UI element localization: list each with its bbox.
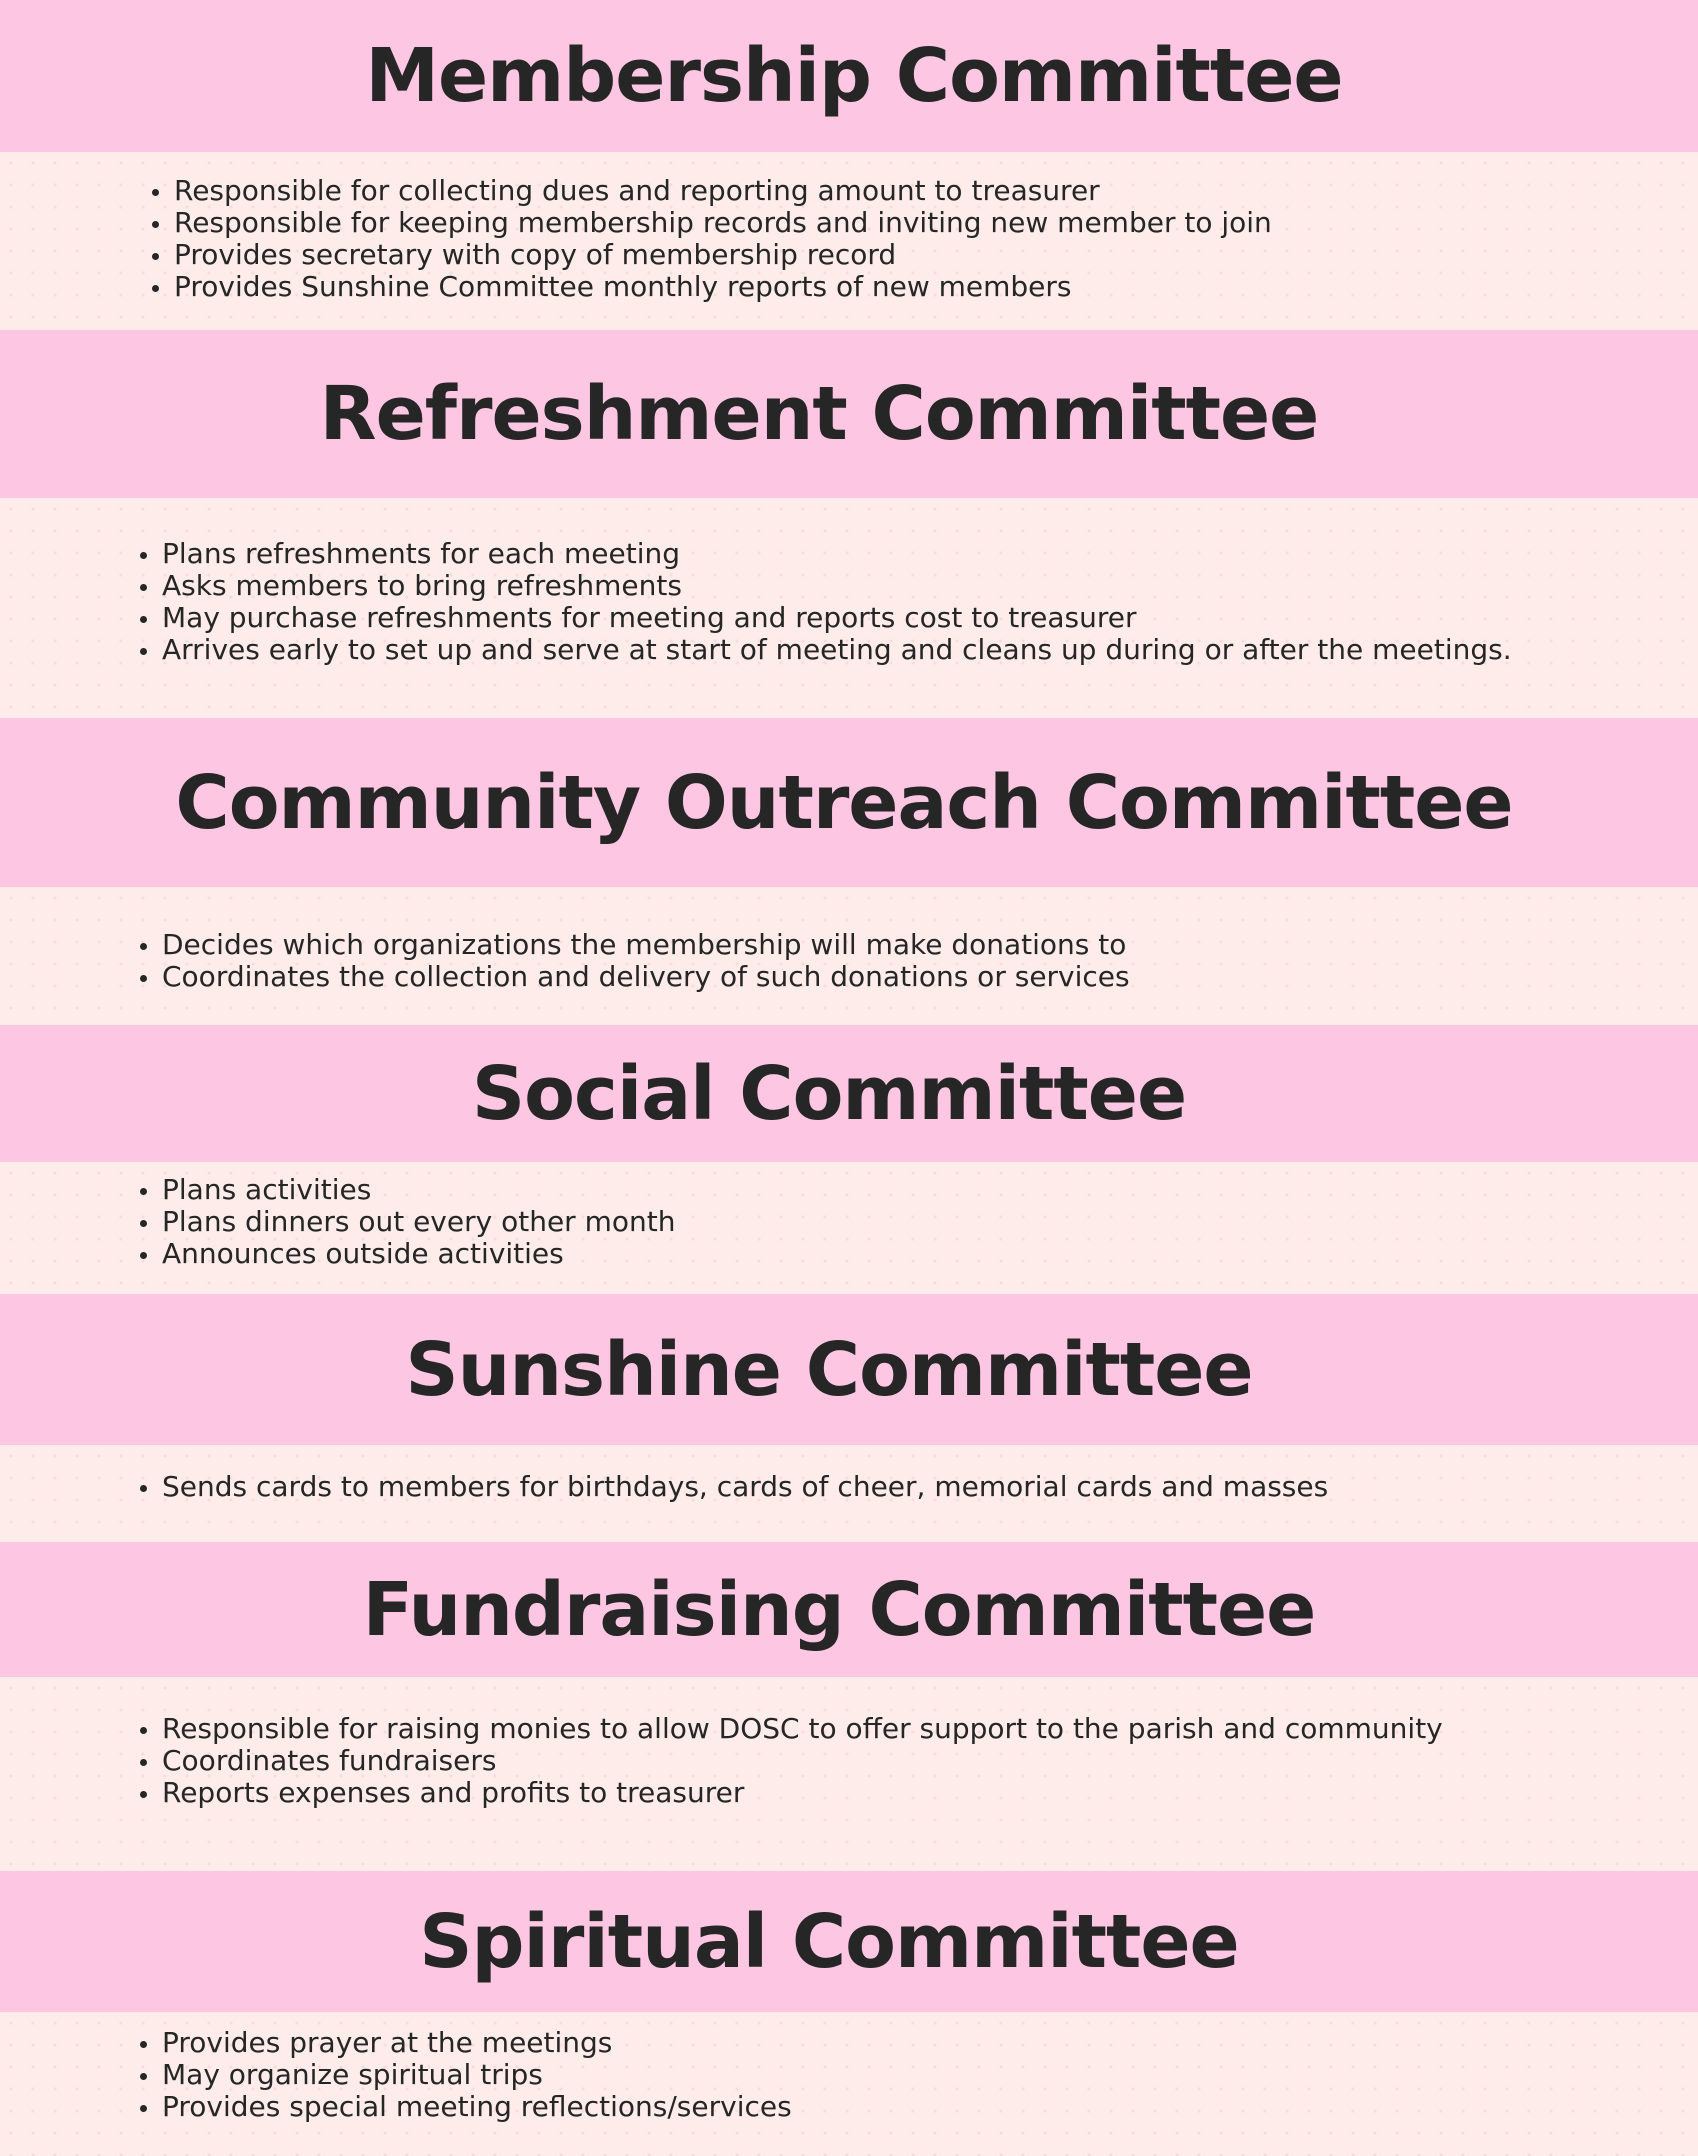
membership-committee-title: Membership Committee	[365, 33, 1343, 119]
list-item: Plans refreshments for each meeting	[138, 538, 1512, 570]
community-outreach-committee-title: Community Outreach Committee	[175, 759, 1513, 846]
community-outreach-committee-duties	[0, 887, 1698, 1025]
list-item: May organize spiritual trips	[138, 2059, 792, 2091]
list-item: Provides special meeting reflections/services	[138, 2091, 792, 2123]
list-item: Coordinates the collection and delivery of such donations or services	[138, 961, 1130, 993]
sunshine-duty-list	[138, 1471, 1328, 1503]
membership-committee-header	[0, 0, 1698, 152]
sunshine-committee-duties	[0, 1445, 1698, 1542]
social-committee-duties	[0, 1162, 1698, 1294]
refreshment-committee-header	[0, 330, 1698, 498]
membership-committee-duties	[0, 152, 1698, 330]
list-item: Provides prayer at the meetings	[138, 2027, 792, 2059]
list-item: Decides which organizations the membership will make donations to	[138, 929, 1130, 961]
list-item: Plans activities	[138, 1174, 675, 1206]
fundraising-committee-duties	[0, 1677, 1698, 1871]
list-item: Responsible for collecting dues and reporting amount to treasurer	[150, 175, 1272, 207]
spiritual-committee-title: Spiritual Committee	[419, 1898, 1239, 1985]
refreshment-committee-duties	[0, 498, 1698, 718]
spiritual-committee-header	[0, 1871, 1698, 2012]
sunshine-committee-title: Sunshine Committee	[405, 1326, 1253, 1413]
list-item: Provides Sunshine Committee monthly reports of new members	[150, 271, 1272, 303]
fundraising-committee-header	[0, 1542, 1698, 1677]
community-outreach-duty-list	[138, 929, 1130, 993]
fundraising-duty-list	[138, 1713, 1443, 1809]
list-item: Provides secretary with copy of membership record	[150, 239, 1272, 271]
list-item: Sends cards to members for birthdays, cards of cheer, memorial cards and masses	[138, 1471, 1328, 1503]
list-item: Arrives early to set up and serve at start of meeting and cleans up during or after the meetings.	[138, 634, 1512, 666]
refreshment-duty-list	[138, 538, 1512, 666]
list-item: May purchase refreshments for meeting and reports cost to treasurer	[138, 602, 1512, 634]
list-item: Announces outside activities	[138, 1238, 675, 1270]
list-item: Asks members to bring refreshments	[138, 570, 1512, 602]
sunshine-committee-header	[0, 1294, 1698, 1445]
social-committee-header	[0, 1025, 1698, 1162]
list-item: Responsible for raising monies to allow DOSC to offer support to the parish and community	[138, 1713, 1443, 1745]
list-item: Responsible for keeping membership records and inviting new member to join	[150, 207, 1272, 239]
list-item: Coordinates fundraisers	[138, 1745, 1443, 1777]
membership-duty-list	[150, 175, 1272, 303]
social-committee-title: Social Committee	[471, 1050, 1187, 1137]
spiritual-duty-list	[138, 2027, 792, 2123]
refreshment-committee-title: Refreshment Committee	[319, 371, 1319, 457]
fundraising-committee-title: Fundraising Committee	[362, 1566, 1316, 1653]
spiritual-committee-duties	[0, 2012, 1698, 2156]
community-outreach-committee-header	[0, 718, 1698, 887]
list-item: Reports expenses and profits to treasurer	[138, 1777, 1443, 1809]
social-duty-list	[138, 1174, 675, 1270]
list-item: Plans dinners out every other month	[138, 1206, 675, 1238]
